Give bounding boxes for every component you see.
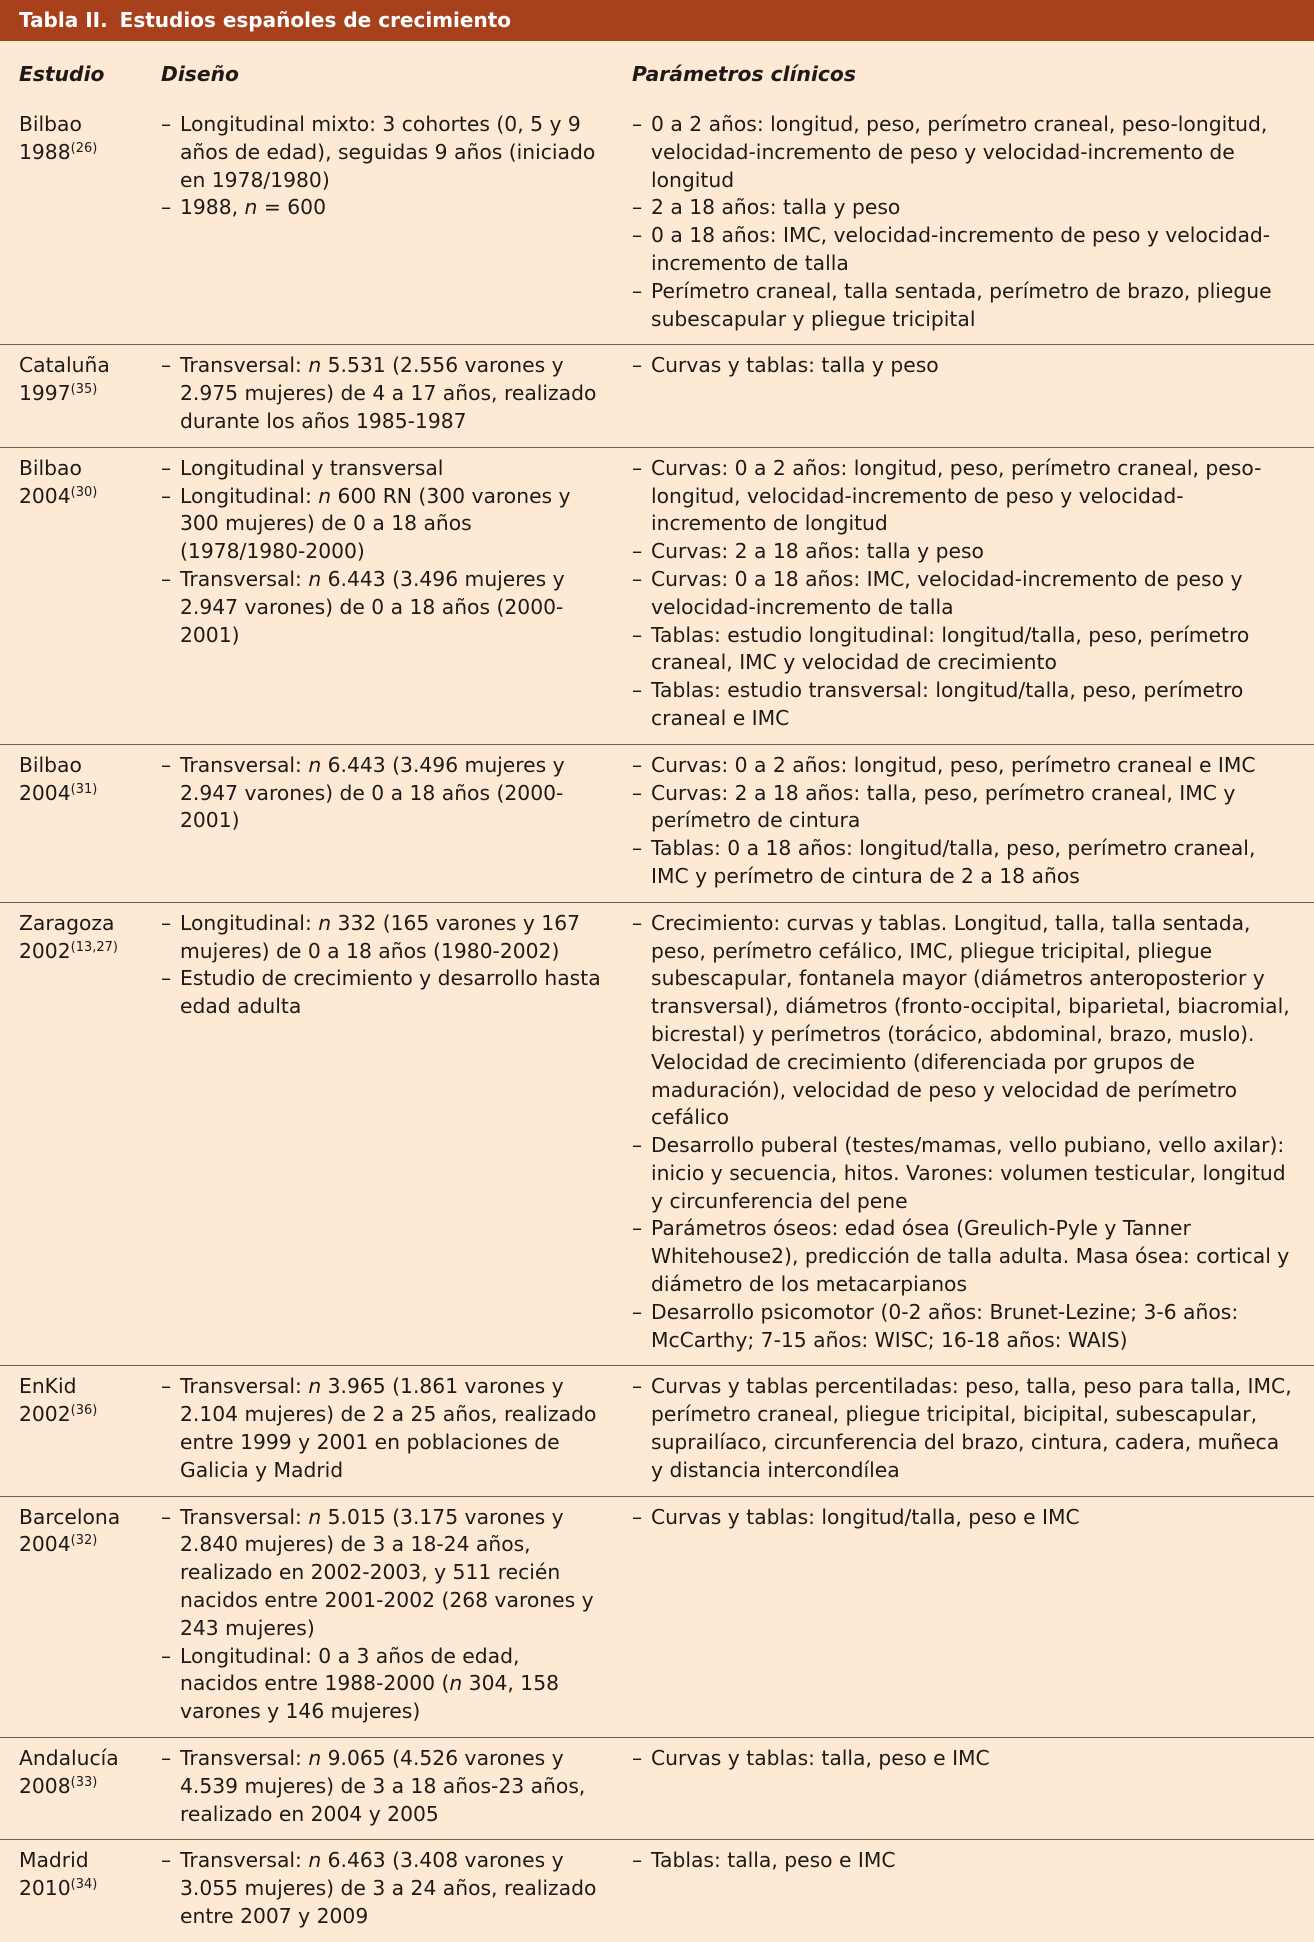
study-cell: [0, 902, 140, 1366]
dash-bullet: –: [161, 966, 172, 991]
dash-bullet: –: [632, 752, 643, 777]
dash-bullet: –: [632, 780, 643, 805]
params-item: [632, 194, 1292, 222]
design-item: [161, 483, 602, 566]
dash-bullet: –: [632, 1299, 643, 1324]
design-item: [161, 455, 602, 483]
study-name: Madrid: [19, 1848, 89, 1873]
params-text: Curvas y tablas: talla y peso: [651, 353, 939, 378]
design-text: Estudio de crecimiento y desarrollo hasta edad adulta: [180, 966, 601, 1019]
params-text: 2 a 18 años: talla y peso: [651, 195, 901, 220]
dash-bullet: –: [632, 112, 643, 136]
params-text: Curvas y tablas percentiladas: peso, talla, peso para talla, IMC, perímetro craneal, pliegue tricipital, bicipital, subescapular, suprailíaco, circunferencia del brazo, cintura, cadera, muñeca y distancia intercondílea: [651, 1374, 1292, 1482]
header-row: [0, 41, 1314, 111]
study-name: Cataluña: [19, 353, 110, 378]
design-text: Longitudinal: 0 a 3 años de edad, nacidos entre 1988-2000 (n 304, 158 varones y 146 mujeres): [180, 1643, 559, 1724]
params-item: [632, 780, 1292, 836]
study-cell: [0, 447, 140, 744]
dash-bullet: –: [161, 195, 172, 220]
table-row: [0, 447, 1314, 744]
params-cell: [612, 902, 1314, 1366]
params-text: Tablas: estudio longitudinal: longitud/talla, peso, perímetro craneal, IMC y velocidad de crecimiento: [651, 622, 1250, 675]
design-item: [161, 1373, 602, 1484]
design-text: Transversal: n 5.531 (2.556 varones y 2.975 mujeres) de 4 a 17 años, realizado durante los años 1985-1987: [180, 353, 597, 433]
design-cell: [140, 345, 612, 447]
params-cell: [612, 1366, 1314, 1496]
dash-bullet: –: [161, 566, 172, 591]
design-text: Transversal: n 6.443 (3.496 mujeres y 2.947 varones) de 0 a 18 años (2000-2001): [180, 566, 565, 647]
design-text: Longitudinal: n 332 (165 varones y 167 mujeres) de 0 a 18 años (1980-2002): [180, 910, 581, 963]
design-item: [161, 111, 602, 194]
params-item: [632, 910, 1292, 1132]
params-item: [632, 538, 1292, 566]
table-row: [0, 111, 1314, 345]
study-reference: (32): [70, 1533, 98, 1549]
dash-bullet: –: [632, 223, 643, 248]
study-reference: (31): [70, 781, 98, 797]
params-item: [632, 352, 1292, 380]
params-item: [632, 1215, 1292, 1298]
table-row: [0, 902, 1314, 1366]
params-cell: [612, 447, 1314, 744]
table-title: Estudios españoles de crecimiento: [119, 8, 511, 32]
params-text: 0 a 2 años: longitud, peso, perímetro craneal, peso-longitud, velocidad-incremento de peso y velocidad-incremento de longitud: [651, 112, 1268, 192]
params-item: [632, 111, 1292, 194]
params-item: [632, 566, 1292, 622]
params-item: [632, 278, 1292, 334]
study-name: Bilbao: [19, 455, 82, 480]
design-item: [161, 1847, 602, 1930]
study-year: 2004: [19, 780, 71, 805]
params-cell: [612, 111, 1314, 345]
params-item: [632, 1504, 1292, 1532]
header-params: Parámetros clínicos: [632, 62, 856, 86]
dash-bullet: –: [632, 195, 643, 220]
dash-bullet: –: [632, 1133, 643, 1158]
study-year-line: [19, 1773, 139, 1801]
design-cell: [140, 1496, 612, 1737]
params-text: Desarrollo psicomotor (0-2 años: Brunet-Lezine; 3-6 años: McCarthy; 7-15 años: WISC; 16-18 años: WAIS): [651, 1299, 1239, 1352]
table-row: [0, 1366, 1314, 1496]
params-item: [632, 622, 1292, 678]
study-reference: (13,27): [70, 939, 118, 955]
params-item: [632, 752, 1292, 780]
params-item: [632, 835, 1292, 891]
study-year: 2008: [19, 1773, 71, 1798]
dash-bullet: –: [632, 353, 643, 378]
study-year: 2010: [19, 1876, 71, 1901]
study-cell: [0, 1840, 140, 1942]
dash-bullet: –: [632, 539, 643, 564]
params-text: Desarrollo puberal (testes/mamas, vello pubiano, vello axilar): inicio y secuencia, hitos. Varones: volumen testicular, longitud y circunferencia del pene: [651, 1133, 1286, 1213]
study-year: 1988: [19, 139, 71, 164]
params-item: [632, 1847, 1292, 1875]
study-year-line: [19, 483, 139, 511]
study-reference: (34): [70, 1877, 98, 1893]
params-text: 0 a 18 años: IMC, velocidad-incremento de peso y velocidad-incremento de talla: [651, 223, 1271, 275]
study-cell: [0, 111, 140, 345]
study-year-line: [19, 938, 139, 966]
study-year-line: [19, 380, 139, 408]
study-cell: [0, 744, 140, 902]
params-cell: [612, 1738, 1314, 1840]
dash-bullet: –: [632, 1374, 643, 1399]
dash-bullet: –: [632, 910, 643, 935]
dash-bullet: –: [161, 455, 172, 480]
params-item: [632, 222, 1292, 278]
header-study: Estudio: [19, 62, 105, 86]
design-cell: [140, 111, 612, 345]
design-text: Longitudinal y transversal: [180, 455, 444, 480]
table-row: [0, 1496, 1314, 1737]
study-year-line: [19, 139, 139, 167]
study-year-line: [19, 780, 139, 808]
design-cell: [140, 1738, 612, 1840]
params-text: Curvas y tablas: longitud/talla, peso e IMC: [651, 1504, 1080, 1529]
study-cell: [0, 1366, 140, 1496]
params-cell: [612, 744, 1314, 902]
study-year-line: [19, 1531, 139, 1559]
params-item: [632, 455, 1292, 538]
params-item: [632, 1299, 1292, 1355]
params-item: [632, 1745, 1292, 1773]
dash-bullet: –: [161, 1374, 172, 1399]
params-text: Parámetros óseos: edad ósea (Greulich-Pyle y Tanner Whitehouse2), predicción de talla adulta. Masa ósea: cortical y diámetro de los metacarpianos: [651, 1216, 1290, 1297]
params-item: [632, 1132, 1292, 1215]
study-name: Zaragoza: [19, 910, 115, 935]
design-item: [161, 965, 602, 1021]
params-item: [632, 1373, 1292, 1484]
study-name: Andalucía: [19, 1746, 119, 1771]
dash-bullet: –: [161, 1643, 172, 1668]
dash-bullet: –: [161, 1848, 172, 1873]
dash-bullet: –: [632, 566, 643, 591]
design-text: Transversal: n 9.065 (4.526 varones y 4.539 mujeres) de 3 a 18 años-23 años, realizado en 2004 y 2005: [180, 1746, 586, 1826]
design-text: 1988, n = 600: [180, 195, 326, 220]
design-item: [161, 1745, 602, 1828]
params-text: Curvas: 0 a 2 años: longitud, peso, perímetro craneal, peso-longitud, velocidad-incremento de peso y velocidad-incremento de longitud: [651, 455, 1262, 536]
study-cell: [0, 1738, 140, 1840]
study-cell: [0, 345, 140, 447]
study-reference: (33): [70, 1774, 98, 1790]
table-row: [0, 1738, 1314, 1840]
dash-bullet: –: [632, 1848, 643, 1873]
study-year-line: [19, 1875, 139, 1903]
design-item: [161, 566, 602, 649]
dash-bullet: –: [161, 112, 172, 136]
study-year-line: [19, 1401, 139, 1429]
design-text: Transversal: n 6.443 (3.496 mujeres y 2.947 varones) de 0 a 18 años (2000-2001): [180, 752, 565, 833]
params-text: Perímetro craneal, talla sentada, perímetro de brazo, pliegue subescapular y pliegue tricipital: [651, 278, 1272, 331]
header-design: Diseño: [161, 62, 239, 86]
dash-bullet: –: [161, 752, 172, 777]
study-year: 2004: [19, 1532, 71, 1557]
params-text: Curvas: 2 a 18 años: talla y peso: [651, 539, 984, 564]
growth-studies-table: [0, 41, 1314, 1942]
table-body: [0, 111, 1314, 1942]
study-reference: (35): [70, 382, 98, 398]
design-item: [161, 910, 602, 966]
params-text: Curvas: 0 a 2 años: longitud, peso, perímetro craneal e IMC: [651, 752, 1256, 777]
design-item: [161, 1643, 602, 1726]
study-reference: (36): [70, 1403, 98, 1419]
design-text: Longitudinal mixto: 3 cohortes (0, 5 y 9 años de edad), seguidas 9 años (iniciado en 1978/1980): [180, 112, 596, 192]
study-year: 2004: [19, 483, 71, 508]
dash-bullet: –: [632, 836, 643, 861]
dash-bullet: –: [632, 678, 643, 703]
study-year: 2002: [19, 938, 71, 963]
study-name: Bilbao: [19, 112, 82, 136]
design-item: [161, 194, 602, 222]
params-cell: [612, 345, 1314, 447]
design-text: Longitudinal: n 600 RN (300 varones y 300 mujeres) de 0 a 18 años (1978/1980-2000): [180, 483, 571, 564]
dash-bullet: –: [161, 353, 172, 378]
table-row: [0, 744, 1314, 902]
table-label: Tabla II.: [19, 8, 108, 32]
design-cell: [140, 1840, 612, 1942]
study-name: Bilbao: [19, 752, 82, 777]
params-text: Crecimiento: curvas y tablas. Longitud, talla, talla sentada, peso, perímetro cefálico, IMC, pliegue tricipital, pliegue subescapular, fontanela mayor (diámetros anteroposterior y transversal), diámetros (fronto-occipital, biparietal, biacromial, bicrestal) y perímetros (torácico, abdominal, brazo, muslo). Velocidad de crecimiento (diferenciada por grupos de maduración), velocidad de peso y velocidad de perímetro cefálico: [651, 910, 1290, 1130]
table-title-bar: [0, 0, 1314, 41]
dash-bullet: –: [632, 1216, 643, 1241]
design-item: [161, 1504, 602, 1643]
design-text: Transversal: n 3.965 (1.861 varones y 2.104 mujeres) de 2 a 25 años, realizado entre 1999 y 2001 en poblaciones de Galicia y Madrid: [180, 1374, 597, 1482]
dash-bullet: –: [161, 1504, 172, 1529]
design-cell: [140, 902, 612, 1366]
params-text: Curvas: 0 a 18 años: IMC, velocidad-incremento de peso y velocidad-incremento de talla: [651, 566, 1243, 619]
params-text: Curvas: 2 a 18 años: talla, peso, perímetro craneal, IMC y perímetro de cintura: [651, 780, 1236, 833]
dash-bullet: –: [632, 1504, 643, 1529]
dash-bullet: –: [161, 910, 172, 935]
table-row: [0, 345, 1314, 447]
study-name: Barcelona: [19, 1504, 121, 1529]
study-reference: (26): [70, 140, 98, 156]
params-cell: [612, 1840, 1314, 1942]
dash-bullet: –: [632, 622, 643, 647]
study-reference: (30): [70, 484, 98, 500]
dash-bullet: –: [161, 483, 172, 508]
params-cell: [612, 1496, 1314, 1737]
design-cell: [140, 447, 612, 744]
params-item: [632, 677, 1292, 733]
design-item: [161, 752, 602, 835]
table-row: [0, 1840, 1314, 1942]
params-text: Tablas: 0 a 18 años: longitud/talla, peso, perímetro craneal, IMC y perímetro de cintura de 2 a 18 años: [651, 836, 1256, 888]
design-cell: [140, 1366, 612, 1496]
design-cell: [140, 744, 612, 902]
params-text: Curvas y tablas: talla, peso e IMC: [651, 1746, 990, 1771]
study-cell: [0, 1496, 140, 1737]
dash-bullet: –: [632, 455, 643, 480]
design-text: Transversal: n 5.015 (3.175 varones y 2.840 mujeres) de 3 a 18-24 años, realizado en 2002-2003, y 511 recién nacidos entre 2001-2002 (268 varones y 243 mujeres): [180, 1504, 594, 1640]
design-text: Transversal: n 6.463 (3.408 varones y 3.055 mujeres) de 3 a 24 años, realizado entre 2007 y 2009: [180, 1848, 597, 1929]
design-item: [161, 352, 602, 435]
params-text: Tablas: talla, peso e IMC: [651, 1848, 896, 1873]
study-year: 2002: [19, 1402, 71, 1427]
study-year: 1997: [19, 381, 71, 406]
dash-bullet: –: [161, 1746, 172, 1771]
params-text: Tablas: estudio transversal: longitud/talla, peso, perímetro craneal e IMC: [651, 678, 1244, 730]
dash-bullet: –: [632, 1746, 643, 1771]
study-name: EnKid: [19, 1374, 77, 1399]
dash-bullet: –: [632, 278, 643, 303]
